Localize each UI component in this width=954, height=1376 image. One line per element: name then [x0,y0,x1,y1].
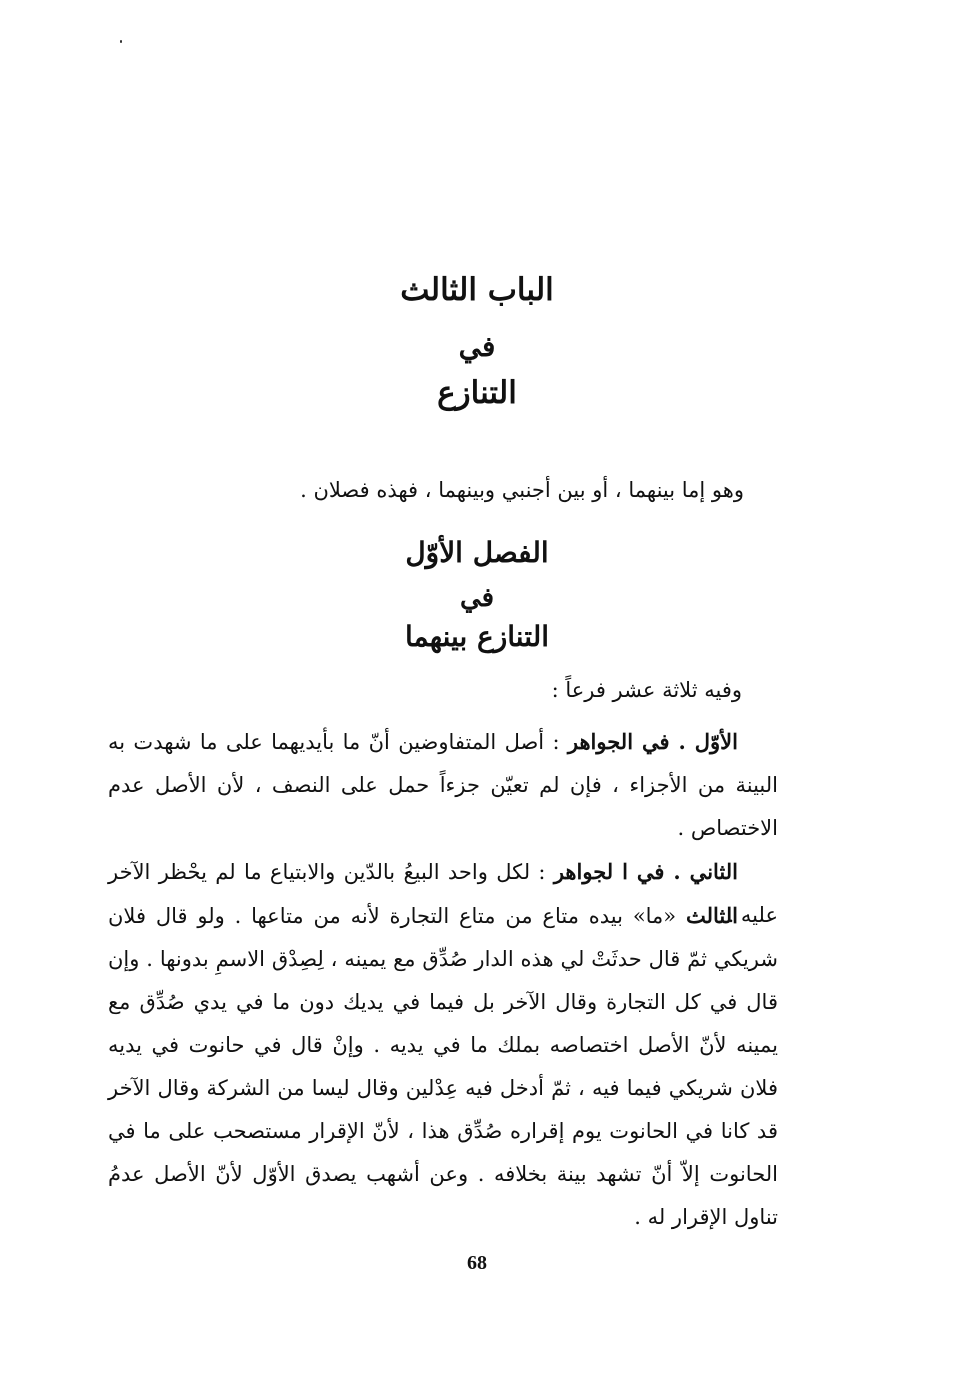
section-in-word: في [459,583,495,613]
paragraph-text: : لكل واحد البيعُ بالدّين والابتياع ما لم يحْظر الآخر عليه . [108,860,778,927]
section-lead-text: وفيه ثلاثة عشر فرعاً : [551,678,742,702]
paragraph-third [108,894,778,1239]
section-subject: التنازع بينهما [404,620,550,653]
paragraph-text: : أصل المتفاوضين أنّ ما بأيديهما على ما شهدت به البينة من الأجزاء ، فإن لم تعيّن جزءاً حمل على النصف ، لأن الأصل عدم الاختصاص . [108,730,778,840]
paragraph-first [108,720,778,850]
print-speck [120,40,122,43]
chapter-intro-text: وهو إما بينهما ، أو بين أجنبي وبينهما ، فهذه فصلان . [300,478,744,502]
page-number: 68 [467,1252,487,1274]
paragraph-heading: الثاني . في ا لجواهر [553,859,739,884]
chapter-in-word: في [458,330,496,363]
paragraph-heading: الثالث [686,903,738,928]
chapter-title: الباب الثالث [400,272,554,308]
paragraph-heading: الأوّل . في الجواهر [567,729,738,754]
section-title: الفصل الأوّل [405,536,549,569]
paragraph-text: «ما» بيده متاع من متاع التجارة لأنه من متاعها . ولو قال فلان شريكي ثمّ قال حدثَتْ لي هذه الدار صُدِّق مع يمينه ، لِصِدْق الاسمِ بدونها . وإن قال في كل التجارة وقال الآخر بل فيما في يديك دون ما في يدي صُدِّق مع يمينه لأنّ الأصل اختصاصه بملك ما في يديه . وإنْ قال في حانوت في يديه فلان شريكي فيما فيه ، ثمّ أدخل فيه عِدْلين وقال ليسا من الشركة وقال الآخر قد كانا في الحانوت يوم إقراره صُدِّق هذا ، لأنّ الإقرار مستصحب على ما في الحانوت إلاّ أنّ تشهد بينة بخلافه . وعن أشهب يصدق الأوّل لأنّ الأصل عدمُ تناول الإقرار له . [108,904,778,1229]
chapter-subject: التنازع [437,375,517,411]
